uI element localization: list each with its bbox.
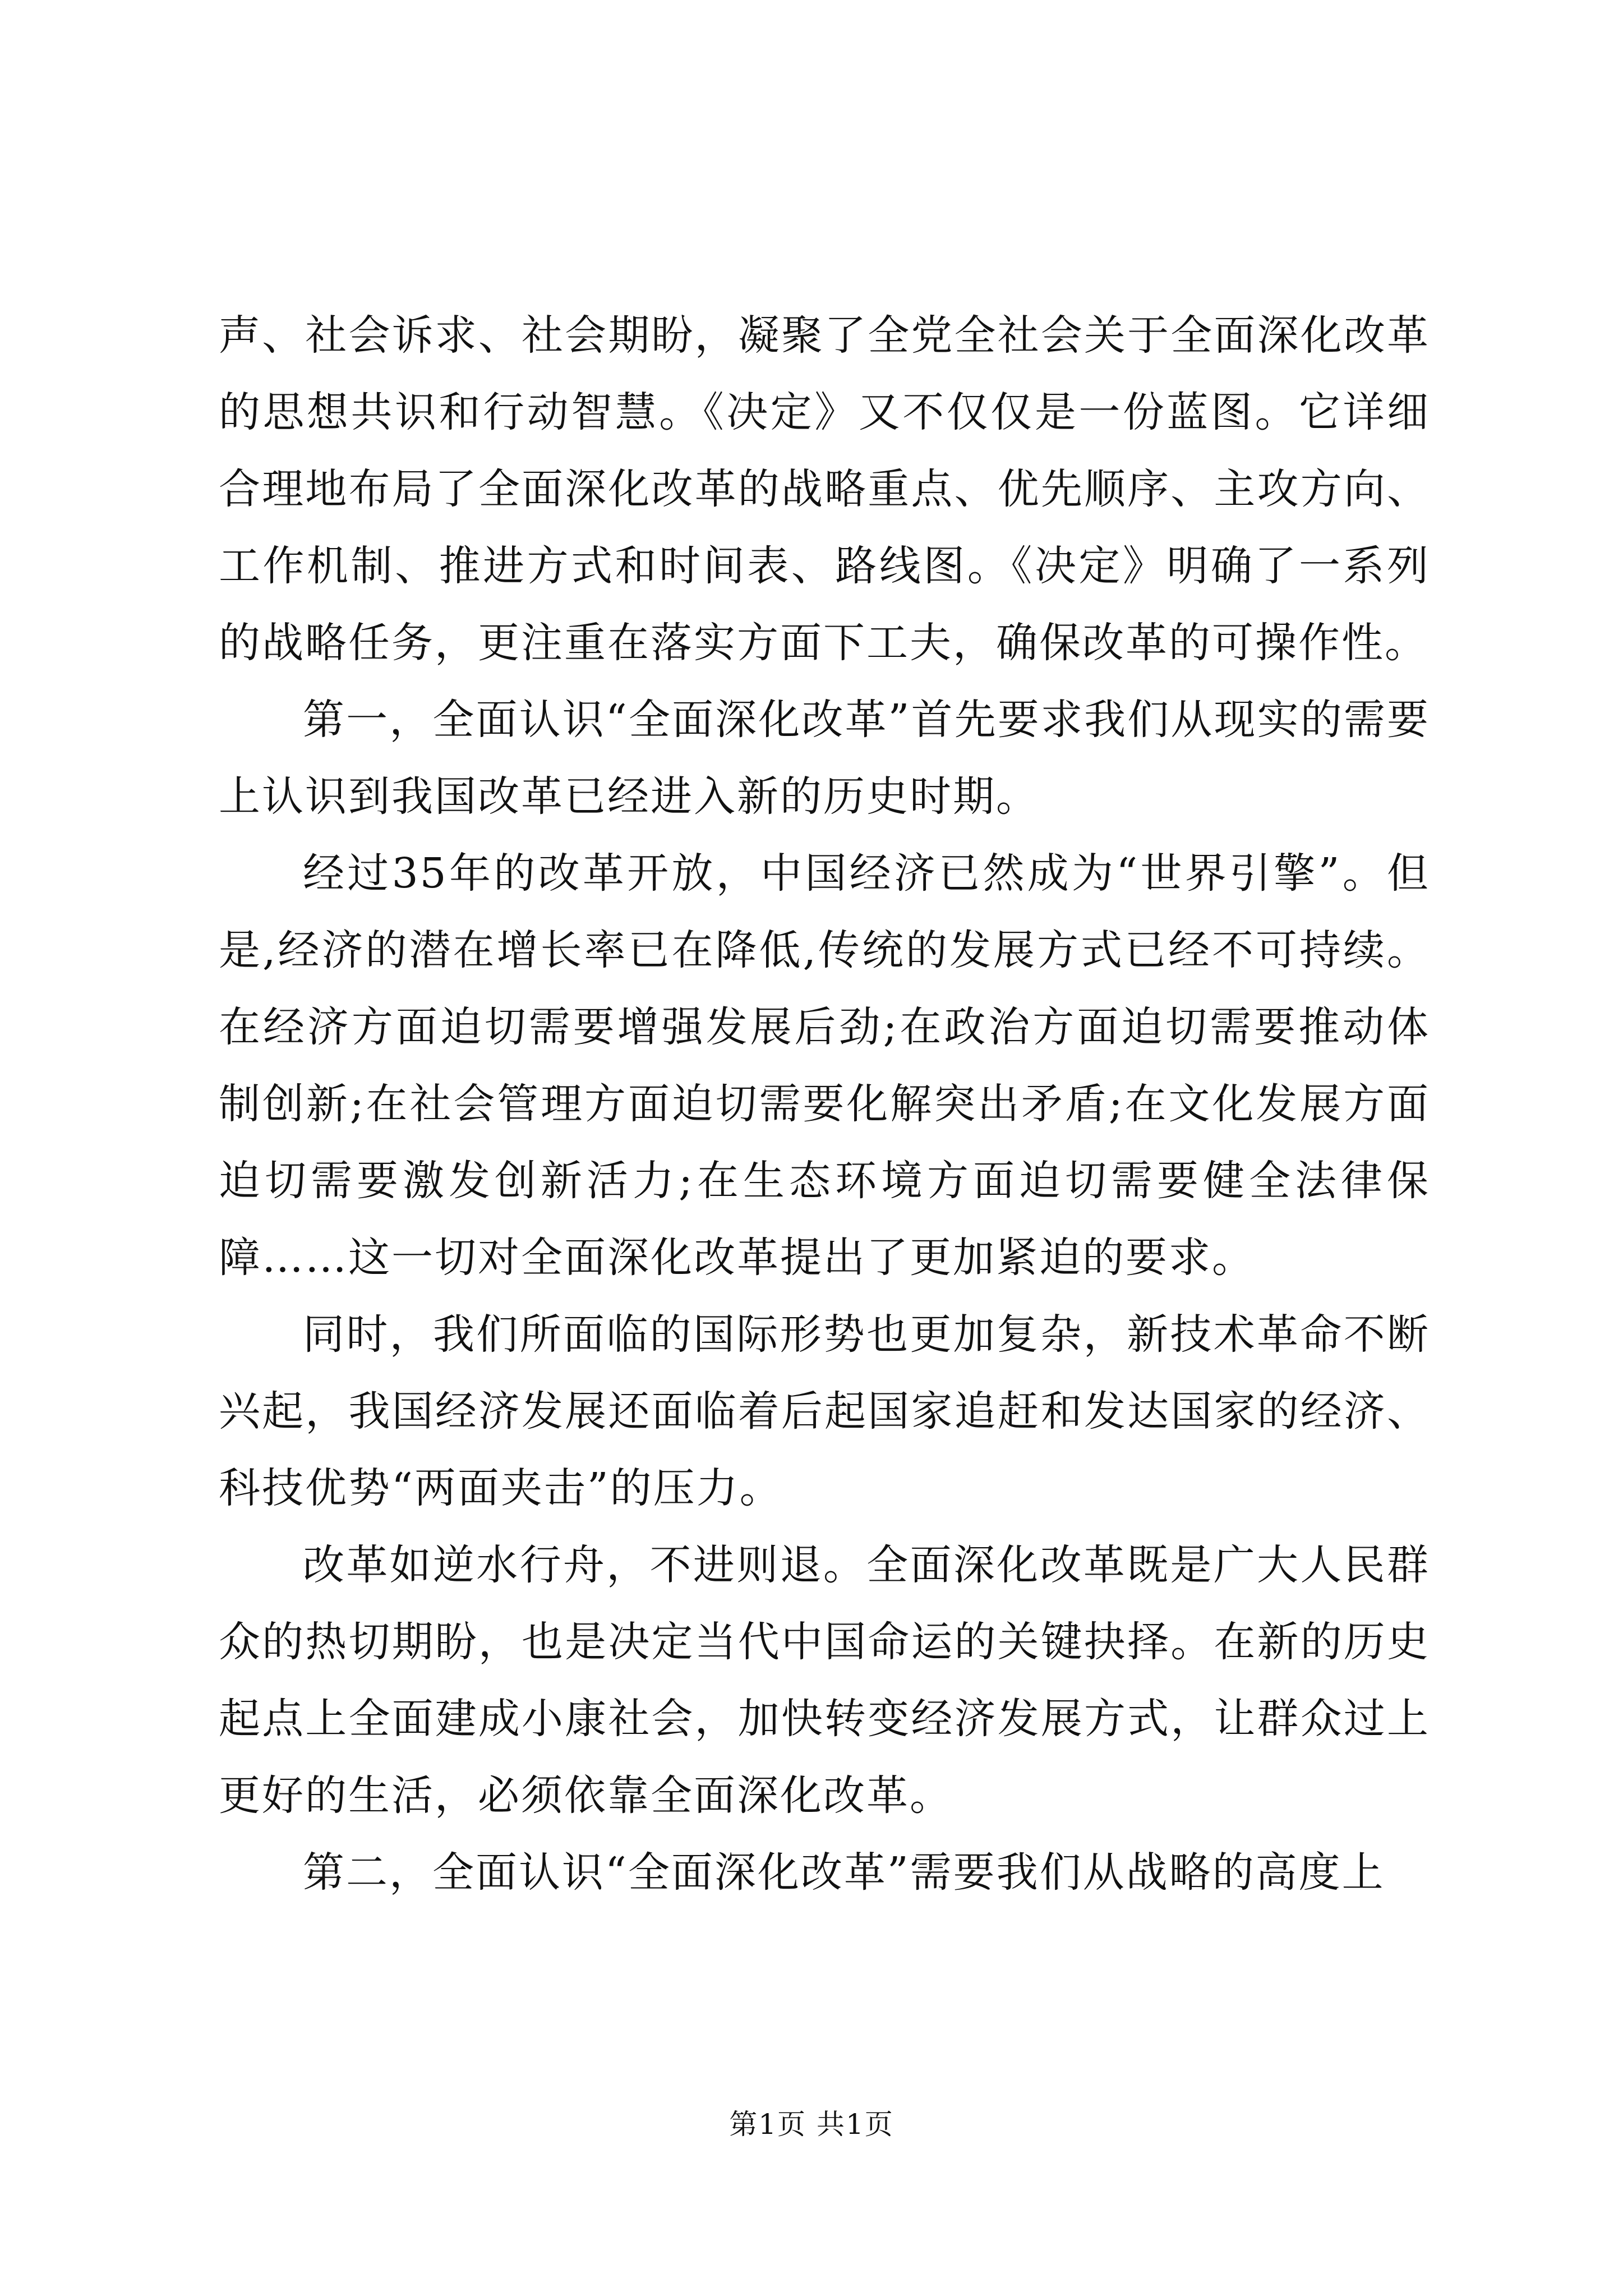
paragraph-4: 同时，我们所面临的国际形势也更加复杂，新技术革命不断兴起，我国经济发展还面临着后起国家追赶和发达国家的经济、科技优势“两面夹击”的压力。 xyxy=(219,1310,1430,1512)
page-number-label: 第1页 共1页 xyxy=(729,2108,894,2141)
paragraph-6: 第二，全面认识“全面深化改革”需要我们从战略的高度上 xyxy=(303,1848,1385,1897)
paragraph-1: 声、社会诉求、社会期盼，凝聚了全党全社会关于全面深化改革的思想共识和行动智慧。《决定》又不仅仅是一份蓝图。它详细合理地布局了全面深化改革的战略重点、优先顺序、主攻方向、工作机制、推进方式和时间表、路线图。《决定》明确了一系列的战略任务，更注重在落实方面下工夫，确保改革的可操作性。 xyxy=(219,311,1430,667)
paragraph-3: 经过35年的改革开放，中国经济已然成为“世界引擎”。但是,经济的潜在增长率已在降低,传统的发展方式已经不可持续。在经济方面迫切需要增强发展后劲;在政治方面迫切需要推动体制创新;在社会管理方面迫切需要化解突出矛盾;在文化发展方面迫切需要激发创新活力;在生态环境方面迫切需要健全法律保障……这一切对全面深化改革提出了更加紧迫的要求。 xyxy=(219,849,1430,1282)
document-body xyxy=(219,297,1430,1911)
paragraph-2: 第一，全面认识“全面深化改革”首先要求我们从现实的需要上认识到我国改革已经进入新的历史时期。 xyxy=(219,696,1430,821)
page-footer xyxy=(0,2105,1623,2144)
paragraph-5: 改革如逆水行舟，不进则退。全面深化改革既是广大人民群众的热切期盼，也是决定当代中国命运的关键抉择。在新的历史起点上全面建成小康社会，加快转变经济发展方式，让群众过上更好的生活，必须依靠全面深化改革。 xyxy=(219,1541,1430,1820)
